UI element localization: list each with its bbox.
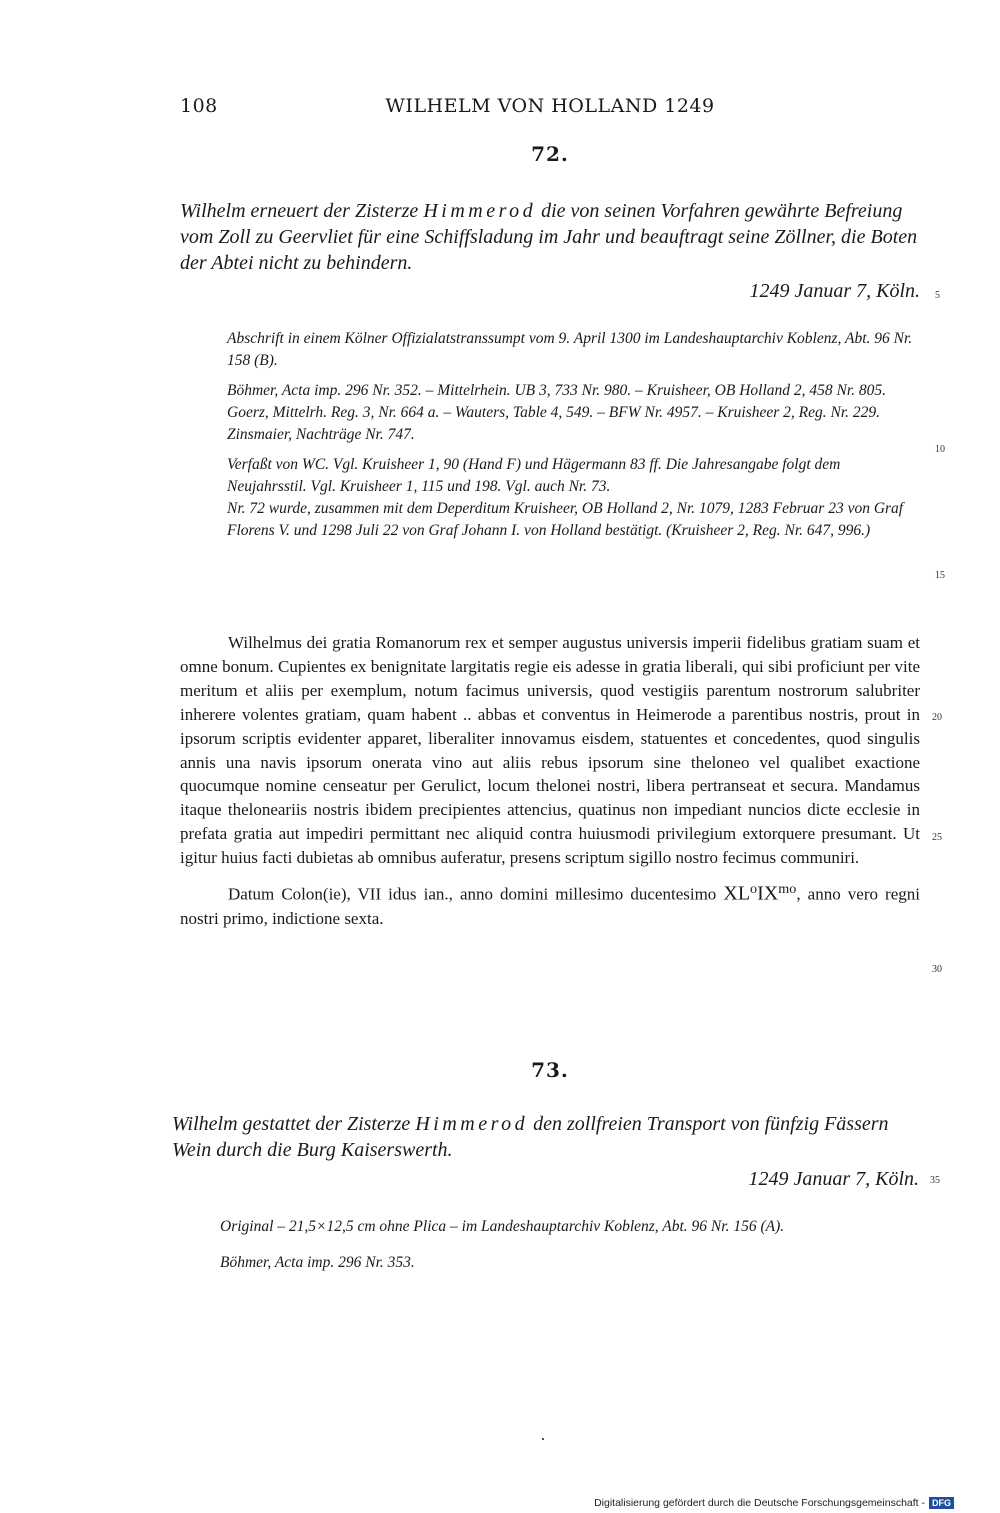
document-number-73: 73.	[531, 1058, 569, 1082]
date-line-73: 1249 Januar 7, Köln.	[748, 1168, 919, 1190]
footer-credit	[594, 1497, 954, 1509]
line-number: 15	[935, 570, 945, 581]
line-number: 10	[935, 444, 945, 455]
note-edition-73: Böhmer, Acta imp. 296 Nr. 353.	[220, 1254, 415, 1271]
dfg-logo-icon: DFG	[929, 1497, 954, 1509]
page-mark	[542, 1438, 544, 1440]
charter-body: Wilhelmus dei gratia Romanorum rex et semper augustus universis imperii fidelibus gratiam suam et omne bonum. Cupientes ex benignitate largitatis regie eis adesse in gratia liberali, qui sibi proficiunt per vite meritum et aliis per exemplum, notum facimus universis, quod vestigiis parentum nostrorum salubriter inherere volentes gratiam, quam habent .. abbas et conventus in Heimerode a parentibus nostris, prout in ipsorum scriptis evidenter apparet, liberaliter innovamus eisdem, statuentes et concedentes, quod singulis annis una navis ipsorum onerata vino aut aliis rebus ipsorum sine theloneo vel qualibet exactione quocumque nomine censeatur per Gerulict, locum thelonei nostri, libera pertranseat et secura. Mandamus itaque theloneariis nostris ibidem precipientes attencius, quatinus non impediant nuncios dicte ecclesie in prefata gratia aut impediri permittant nec aliquid contra huiusmodi privilegium extorquere presumant. Ut igitur huius facti dubietas ab omnibus auferatur, presens scriptum sigillo nostro fecimus communiri.	[180, 633, 920, 868]
regest-73: Wilhelm gestattet der Zisterze Himmerod den zollfreien Transport von fünfzig Fässern Wein durch die Burg Kaiserswerth.	[172, 1113, 889, 1161]
running-title: WILHELM VON HOLLAND 1249	[385, 95, 715, 117]
note-editions: Böhmer, Acta imp. 296 Nr. 352. – Mittelrhein. UB 3, 733 Nr. 980. – Kruisheer, OB Holland 2, 458 Nr. 805.	[227, 382, 887, 399]
regest-72-place: Himmerod	[423, 200, 537, 222]
line-number: 25	[932, 832, 942, 843]
page-number: 108	[180, 95, 218, 117]
line-number: 30	[932, 964, 942, 975]
line-number: 35	[930, 1175, 940, 1186]
apparatus-72	[227, 328, 922, 542]
regest-73-place: Himmerod	[415, 1113, 529, 1135]
note-commentary: Verfaßt von WC. Vgl. Kruisheer 1, 90 (Hand F) und Hägermann 83 ff. Die Jahresangabe folgt dem Neujahrsstil. Vgl. Kruisheer 1, 115 und 198. Vgl. auch Nr. 73.	[227, 456, 841, 495]
note-confirmation: Nr. 72 wurde, zusammen mit dem Deperditum Kruisheer, OB Holland 2, Nr. 1079, 1283 Februar 23 von Graf Florens V. und 1298 Juli 22 von Graf Johann I. von Holland bestätigt. (Kruisheer 2, Reg. Nr. 647, 996.)	[227, 500, 904, 539]
date-line-72: 1249 Januar 7, Köln.	[749, 280, 920, 302]
footer-text: Digitalisierung gefördert durch die Deutsche Forschungsgemeinschaft -	[594, 1497, 925, 1509]
line-number: 20	[932, 712, 942, 723]
charter-dating: Datum Colon(ie), VII idus ian., anno domini millesimo ducentesimo $XL^oIX^{mo}$, anno vero regni nostri primo, indictione sexta.	[180, 881, 920, 928]
note-regests: Goerz, Mittelrh. Reg. 3, Nr. 664 a. – Wauters, Table 4, 549. – BFW Nr. 4957. – Kruisheer 2, Reg. Nr. 229. Zinsmaier, Nachträge Nr. 747.	[227, 404, 881, 443]
note-transmission: Abschrift in einem Kölner Offizialatstranssumpt vom 9. April 1300 im Landeshauptarchiv Koblenz, Abt. 96 Nr. 158 (B).	[227, 330, 913, 369]
apparatus-73	[220, 1216, 920, 1274]
note-original: Original – 21,5×12,5 cm ohne Plica – im Landeshauptarchiv Koblenz, Abt. 96 Nr. 156 (A).	[220, 1218, 785, 1235]
line-number: 5	[935, 290, 940, 301]
document-number-72: 72.	[531, 142, 569, 166]
regest-72: Wilhelm erneuert der Zisterze Himmerod die von seinen Vorfahren gewährte Befreiung vom Zoll zu Geervliet für eine Schiffsladung im Jahr und beauftragt seine Zöllner, die Boten der Abtei nicht zu behindern.	[180, 200, 918, 274]
charter-text-72	[180, 631, 920, 931]
